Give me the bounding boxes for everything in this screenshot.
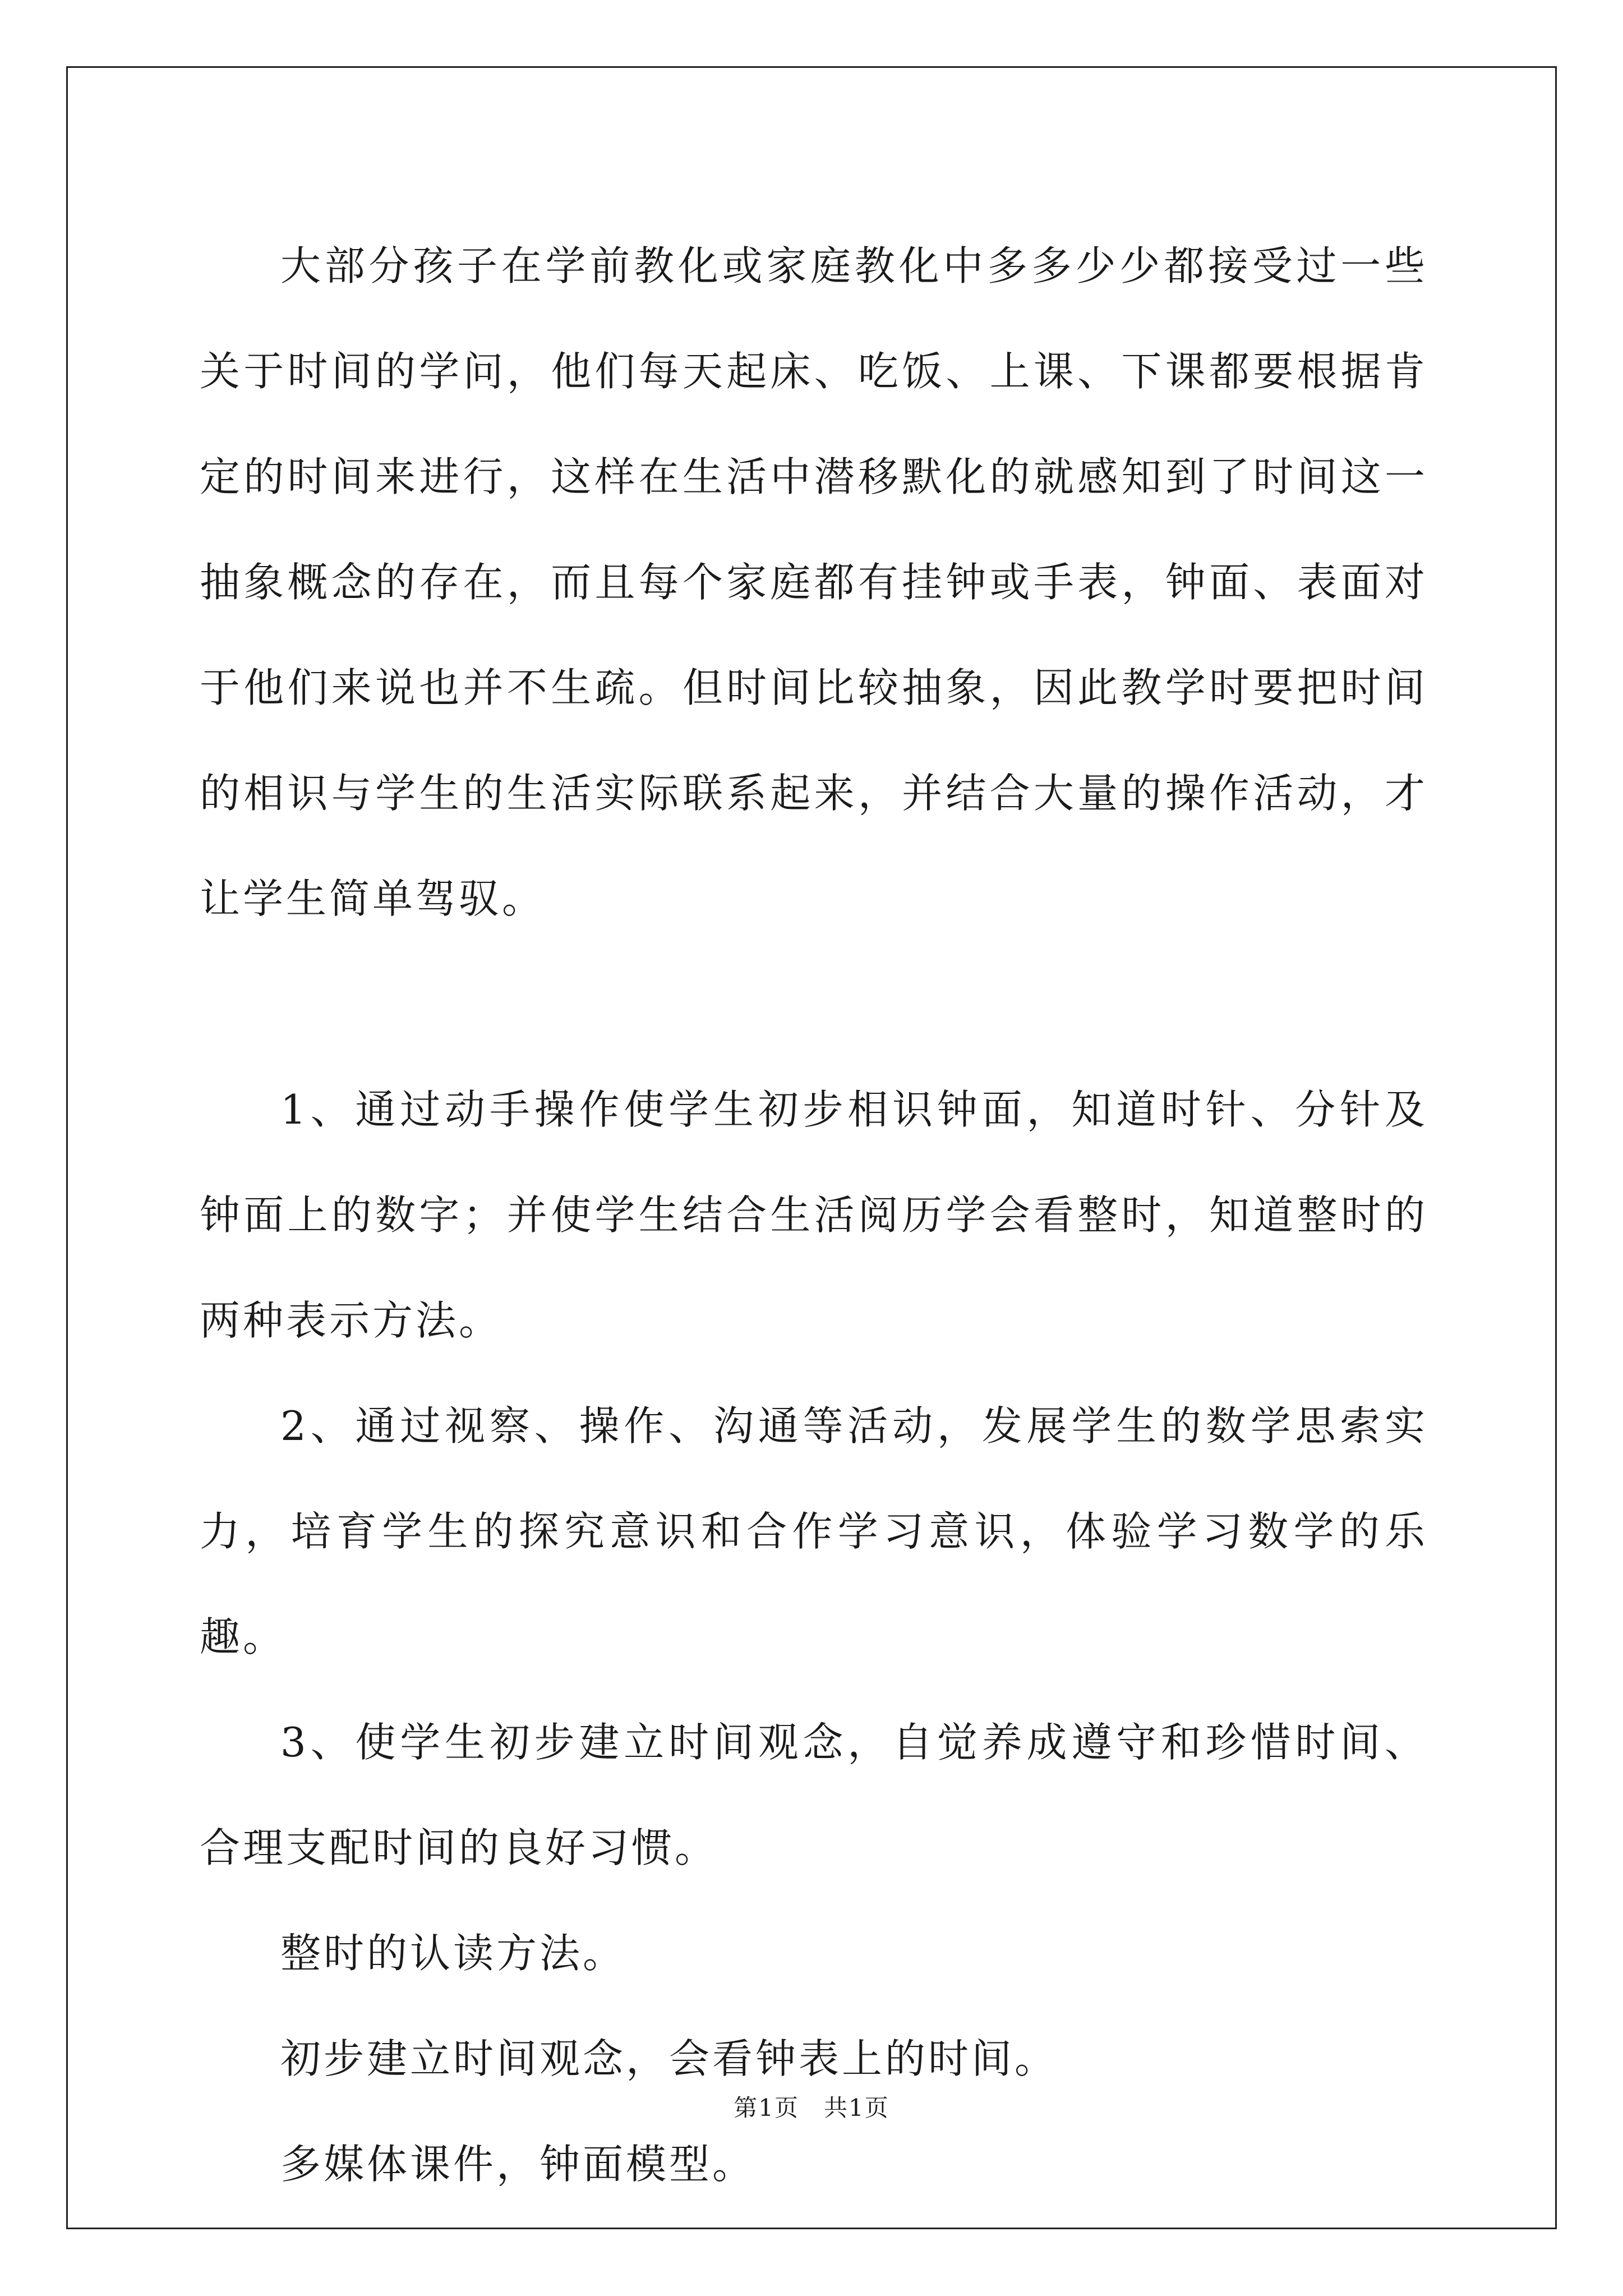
paragraph-intro: 大部分孩子在学前教化或家庭教化中多多少少都接受过一些关于时间的学问，他们每天起床、吃饭、上课、下课都要根据肯定的时间来进行，这样在生活中潜移默化的就感知到了时间这一抽象概念的存在，而且每个家庭都有挂钟或手表，钟面、表面对于他们来说也并不生疏。但时间比较抽象，因此教学时要把时间的相识与学生的生活实际联系起来，并结合大量的操作活动，才让学生简单驾驭。 xyxy=(200,242,1428,922)
paragraph-objective-2: 2、通过视察、操作、沟通等活动，发展学生的数学思索实力，培育学生的探究意识和合作学习意识，体验学习数学的乐趣。 xyxy=(200,1402,1428,1660)
page-number-footer: 第1页 共1页 xyxy=(734,2094,889,2122)
paragraph-objective-1: 1、通过动手操作使学生初步相识钟面，知道时针、分针及钟面上的数字；并使学生结合生活阅历学会看整时，知道整时的两种表示方法。 xyxy=(200,1086,1428,1344)
paragraph-difficulty: 初步建立时间观念，会看钟表上的时间。 xyxy=(280,2035,1058,2082)
paragraph-key-point: 整时的认读方法。 xyxy=(280,1930,626,1977)
paragraph-materials: 多媒体课件，钟面模型。 xyxy=(280,2141,756,2188)
paragraph-objective-3: 3、使学生初步建立时间观念，自觉养成遵守和珍惜时间、合理支配时间的良好习惯。 xyxy=(200,1719,1428,1871)
section-gap xyxy=(200,951,1428,1057)
document-body xyxy=(200,213,1428,2217)
